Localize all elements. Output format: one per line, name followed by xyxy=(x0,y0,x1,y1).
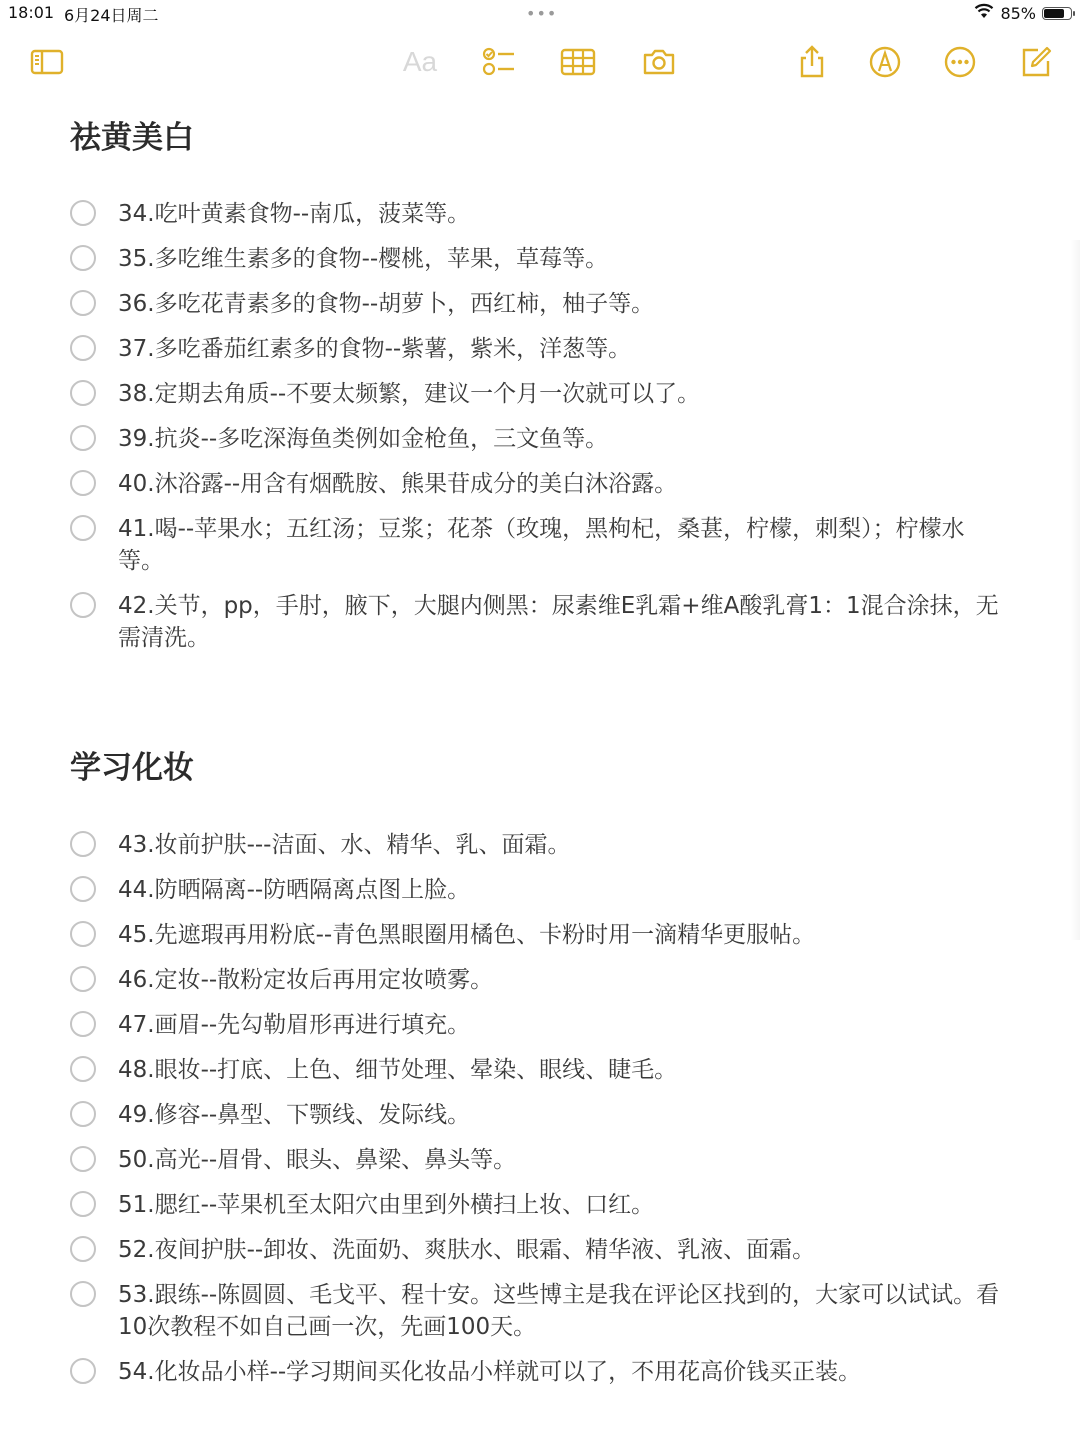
checkbox-circle-icon[interactable] xyxy=(70,425,96,451)
checkbox-circle-icon[interactable] xyxy=(70,1101,96,1127)
checkbox-circle-icon[interactable] xyxy=(70,876,96,902)
checklist-item-text: 48.眼妆--打底、上色、细节处理、晕染、眼线、睫毛。 xyxy=(118,1057,678,1083)
status-time: 18:01 xyxy=(8,3,55,22)
checkbox-circle-icon[interactable] xyxy=(70,470,96,496)
status-bar xyxy=(0,0,1080,28)
battery-fill xyxy=(1044,9,1064,18)
checklist-item-text: 47.画眉--先勾勒眉形再进行填充。 xyxy=(118,1012,471,1038)
section-title-whitening: 祛黄美白 xyxy=(70,120,194,156)
sidebar-icon xyxy=(29,44,65,80)
checkbox-circle-icon[interactable] xyxy=(70,200,96,226)
table-button[interactable] xyxy=(558,42,598,82)
checklist-item-text: 44.防晒隔离--防晒隔离点图上脸。 xyxy=(118,877,471,903)
compose-icon xyxy=(1018,44,1054,80)
checklist-item-text: 46.定妆--散粉定妆后再用定妆喷雾。 xyxy=(118,967,494,993)
checkbox-circle-icon[interactable] xyxy=(70,1011,96,1037)
camera-button[interactable] xyxy=(639,42,679,82)
checkbox-circle-icon[interactable] xyxy=(70,831,96,857)
section-title-makeup: 学习化妆 xyxy=(70,750,194,786)
compose-button[interactable] xyxy=(1016,42,1056,82)
checkbox-circle-icon[interactable] xyxy=(70,335,96,361)
status-date: 6月24日周二 xyxy=(64,6,159,25)
checklist-button[interactable] xyxy=(478,42,518,82)
checklist-item-text: 43.妆前护肤---洁面、水、精华、乳、面霜。 xyxy=(118,832,571,858)
multitasking-dots[interactable]: ••• xyxy=(526,4,558,23)
checkbox-circle-icon[interactable] xyxy=(70,1056,96,1082)
format-text-icon: Aa xyxy=(402,46,438,77)
checklist-item-text: 41.喝--苹果水；五红汤；豆浆；花茶（玫瑰，黑枸杞，桑葚，柠檬，刺梨）；柠檬水等。 xyxy=(118,516,965,574)
more-button[interactable] xyxy=(940,42,980,82)
checklist-item-text: 52.夜间护肤--卸妆、洗面奶、爽肤水、眼霜、精华液、乳液、面霜。 xyxy=(118,1237,816,1263)
table-icon xyxy=(560,44,596,80)
checklist-item-text: 54.化妆品小样--学习期间买化妆品小样就可以了，不用花高价钱买正装。 xyxy=(118,1359,862,1385)
checklist-item-text: 39.抗炎--多吃深海鱼类例如金枪鱼，三文鱼等。 xyxy=(118,426,609,452)
format-button[interactable] xyxy=(400,42,440,82)
markup-icon xyxy=(867,44,903,80)
checklist-item-text: 53.跟练--陈圆圆、毛戈平、程十安。这些博主是我在评论区找到的，大家可以试试。看10次教程不如自己画一次，先画100天。 xyxy=(118,1282,1000,1340)
camera-icon xyxy=(641,44,677,80)
checklist-item-text: 40.沐浴露--用含有烟酰胺、熊果苷成分的美白沐浴露。 xyxy=(118,471,678,497)
share-icon xyxy=(794,44,830,80)
checklist-item-text: 36.多吃花青素多的食物--胡萝卜，西红柿，柚子等。 xyxy=(118,291,655,317)
checklist-item-text: 45.先遮瑕再用粉底--青色黑眼圈用橘色、卡粉时用一滴精华更服帖。 xyxy=(118,922,816,948)
checklist-item-text: 51.腮红--苹果机至太阳穴由里到外横扫上妆、口红。 xyxy=(118,1192,655,1218)
wifi-icon xyxy=(974,3,994,23)
checklist-item-text: 38.定期去角质--不要太频繁，建议一个月一次就可以了。 xyxy=(118,381,701,407)
checkbox-circle-icon[interactable] xyxy=(70,245,96,271)
checkbox-circle-icon[interactable] xyxy=(70,966,96,992)
checklist-item-text: 35.多吃维生素多的食物--樱桃，苹果，草莓等。 xyxy=(118,246,609,272)
battery-percent: 85% xyxy=(1000,3,1036,23)
markup-button[interactable] xyxy=(865,42,905,82)
checkbox-circle-icon[interactable] xyxy=(70,380,96,406)
more-icon xyxy=(942,44,978,80)
checklist-item-text: 34.吃叶黄素食物--南瓜，菠菜等。 xyxy=(118,201,471,227)
battery-icon xyxy=(1042,7,1072,20)
checkbox-circle-icon[interactable] xyxy=(70,1281,96,1307)
checklist-item-text: 37.多吃番茄红素多的食物--紫薯，紫米，洋葱等。 xyxy=(118,336,632,362)
checklist-item-text: 49.修容--鼻型、下颚线、发际线。 xyxy=(118,1102,471,1128)
sidebar-toggle-button[interactable] xyxy=(27,42,67,82)
checkbox-circle-icon[interactable] xyxy=(70,592,96,618)
checklist-icon xyxy=(480,44,516,80)
notes-toolbar xyxy=(0,36,1080,86)
checkbox-circle-icon[interactable] xyxy=(70,1358,96,1384)
edge-shadow xyxy=(1070,240,1080,940)
share-button[interactable] xyxy=(792,42,832,82)
checkbox-circle-icon[interactable] xyxy=(70,515,96,541)
checklist-item-text: 50.高光--眉骨、眼头、鼻梁、鼻头等。 xyxy=(118,1147,517,1173)
checkbox-circle-icon[interactable] xyxy=(70,1146,96,1172)
checkbox-circle-icon[interactable] xyxy=(70,290,96,316)
checkbox-circle-icon[interactable] xyxy=(70,921,96,947)
checklist-item-text: 42.关节，pp，手肘，腋下，大腿内侧黑：尿素维E乳霜+维A酸乳膏1：1混合涂抹，无需清洗。 xyxy=(118,593,999,651)
checkbox-circle-icon[interactable] xyxy=(70,1236,96,1262)
checkbox-circle-icon[interactable] xyxy=(70,1191,96,1217)
